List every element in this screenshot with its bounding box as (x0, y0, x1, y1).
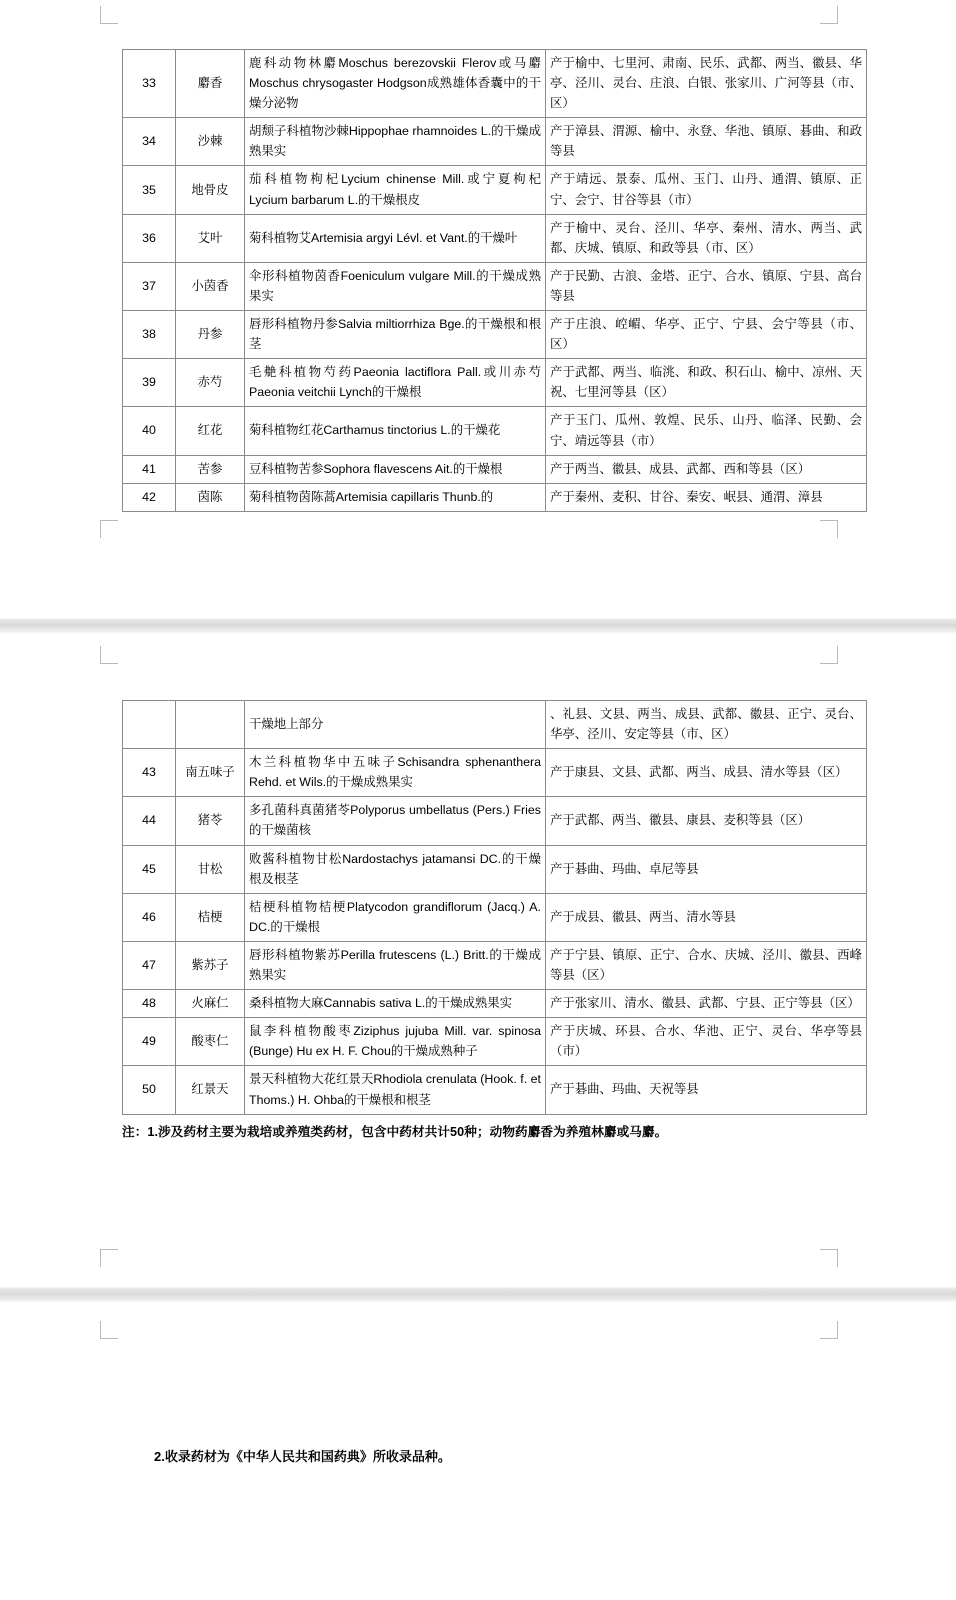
herb-table-page-1-wrapper (122, 26, 862, 512)
row-number: 42 (123, 483, 176, 511)
table-row (123, 483, 867, 511)
herb-name: 苦参 (176, 455, 245, 483)
row-number: 45 (123, 845, 176, 893)
table-row (123, 407, 867, 455)
herb-name: 火麻仁 (176, 990, 245, 1018)
crop-mark-top-left (100, 6, 118, 24)
row-number: 41 (123, 455, 176, 483)
herb-name: 茵陈 (176, 483, 245, 511)
crop-mark-top-right (820, 646, 838, 664)
table-row (123, 1018, 867, 1066)
crop-mark-top-right (820, 6, 838, 24)
herb-source: 伞形科植物茵香Foeniculum vulgare Mill.的干燥成熟果实 (245, 262, 546, 310)
document-page-2 (0, 638, 956, 1281)
table-row (123, 214, 867, 262)
herb-name: 桔梗 (176, 893, 245, 941)
herb-name: 南五味子 (176, 749, 245, 797)
herb-origin: 产于碁曲、玛曲、天祝等县 (546, 1066, 867, 1114)
row-number: 37 (123, 262, 176, 310)
herb-name (176, 701, 245, 749)
herb-origin: 产于民勤、古浪、金塔、正宁、合水、镇原、宁县、高台等县 (546, 262, 867, 310)
herb-source: 桑科植物大麻Cannabis sativa L.的干燥成熟果实 (245, 990, 546, 1018)
page-separator-1 (0, 612, 956, 638)
herb-source: 干燥地上部分 (245, 701, 546, 749)
document-page-3 (0, 1307, 956, 1574)
table-row (123, 845, 867, 893)
herb-source: 菊科植物红花Carthamus tinctorius L.的干燥花 (245, 407, 546, 455)
row-number: 48 (123, 990, 176, 1018)
herb-origin: 产于秦州、麦积、甘谷、秦安、岷县、通渭、漳县 (546, 483, 867, 511)
row-number: 33 (123, 50, 176, 118)
herb-table-page-2-wrapper (122, 664, 862, 1115)
herb-name: 丹参 (176, 311, 245, 359)
table-row (123, 311, 867, 359)
footnote-2: 2.收录药材为《中华人民共和国药典》所收录品种。 (154, 1449, 451, 1464)
herb-source: 毛艴科植物芍药Paeonia lactiflora Pall.或川赤芍Paeonia veitchii Lynch的干燥根 (245, 359, 546, 407)
herb-source: 唇形科植物紫苏Perilla frutescens (L.) Britt.的干燥成熟果实 (245, 941, 546, 989)
herb-origin: 产于玉门、瓜州、敦煌、民乐、山丹、临泽、民勤、会宁、靖远等县（市） (546, 407, 867, 455)
herb-origin: 产于宁县、镇原、正宁、合水、庆城、泾川、徽县、西峰等县（区） (546, 941, 867, 989)
crop-mark-bottom-left (100, 1249, 118, 1267)
herb-name: 地骨皮 (176, 166, 245, 214)
row-number: 50 (123, 1066, 176, 1114)
herb-table-page-1-body (123, 50, 867, 512)
table-row (123, 118, 867, 166)
crop-mark-top-left (100, 646, 118, 664)
row-number: 38 (123, 311, 176, 359)
crop-mark-bottom-right (820, 520, 838, 538)
table-row-continuation (123, 701, 867, 749)
herb-name: 艾叶 (176, 214, 245, 262)
herb-source: 木兰科植物华中五味子Schisandra sphenanthera Rehd. et Wils.的干燥成熟果实 (245, 749, 546, 797)
herb-name: 甘松 (176, 845, 245, 893)
table-row (123, 262, 867, 310)
herb-origin: 产于榆中、灵台、泾川、华亭、秦州、清水、两当、武都、庆城、镇原、和政等县（市、区） (546, 214, 867, 262)
herb-origin: 产于张家川、清水、徽县、武都、宁县、正宁等县（区） (546, 990, 867, 1018)
herb-name: 猪苓 (176, 797, 245, 845)
herb-origin: 产于康县、文县、武都、两当、成县、清水等县（区） (546, 749, 867, 797)
herb-name: 酸枣仁 (176, 1018, 245, 1066)
herb-name: 赤芍 (176, 359, 245, 407)
herb-name: 红景天 (176, 1066, 245, 1114)
crop-mark-bottom-left (100, 520, 118, 538)
herb-origin: 、礼县、文县、两当、成县、武都、徽县、正宁、灵台、华亭、泾川、安定等县（市、区） (546, 701, 867, 749)
row-number: 34 (123, 118, 176, 166)
row-number: 36 (123, 214, 176, 262)
herb-source: 豆科植物苦参Sophora flavescens Ait.的干燥根 (245, 455, 546, 483)
table-row (123, 990, 867, 1018)
table-row (123, 893, 867, 941)
crop-mark-top-left (100, 1321, 118, 1339)
herb-table-page-1 (122, 49, 867, 512)
herb-source: 菊科植物茵陈蒿Artemisia capillaris Thunb.的 (245, 483, 546, 511)
row-number: 40 (123, 407, 176, 455)
table-row (123, 50, 867, 118)
herb-source: 鼠李科植物酸枣Ziziphus jujuba Mill. var. spinosa (Bunge) Hu ex H. F. Chou的干燥成熟种子 (245, 1018, 546, 1066)
herb-origin: 产于榆中、七里河、肃南、民乐、武都、两当、徽县、华亭、泾川、灵台、庄浪、白银、张家川、广河等县（市、区） (546, 50, 867, 118)
herb-origin: 产于漳县、渭源、榆中、永登、华池、镇原、碁曲、和政等县 (546, 118, 867, 166)
herb-origin: 产于庄浪、崆嵋、华亭、正宁、宁县、会宁等县（市、区） (546, 311, 867, 359)
page-separator-2 (0, 1281, 956, 1307)
herb-origin: 产于成县、徽县、两当、清水等县 (546, 893, 867, 941)
document-page-1 (0, 0, 956, 612)
row-number: 44 (123, 797, 176, 845)
table-row (123, 455, 867, 483)
row-number: 43 (123, 749, 176, 797)
herb-table-page-2-body (123, 701, 867, 1115)
herb-name: 沙棘 (176, 118, 245, 166)
table-row (123, 359, 867, 407)
herb-origin: 产于碁曲、玛曲、卓尼等县 (546, 845, 867, 893)
crop-mark-top-right (820, 1321, 838, 1339)
herb-origin: 产于靖远、景泰、瓜州、玉门、山丹、通渭、镇原、正宁、会宁、甘谷等县（市） (546, 166, 867, 214)
herb-origin: 产于两当、徽县、成县、武都、西和等县（区） (546, 455, 867, 483)
table-row (123, 749, 867, 797)
herb-name: 紫苏子 (176, 941, 245, 989)
herb-source: 多孔菌科真菌猪苓Polyporus umbellatus (Pers.) Fries的干燥菌核 (245, 797, 546, 845)
herb-source: 菊科植物艾Artemisia argyi Lévl. et Vant.的干燥叶 (245, 214, 546, 262)
table-row (123, 797, 867, 845)
row-number: 47 (123, 941, 176, 989)
row-number: 49 (123, 1018, 176, 1066)
footnote-1: 注：1.涉及药材主要为栽培或养殖类药材，包含中药材共计50种；动物药麝香为养殖林麝或马麝。 (122, 1124, 668, 1139)
herb-name: 麝香 (176, 50, 245, 118)
table-row (123, 941, 867, 989)
row-number (123, 701, 176, 749)
table-row (123, 166, 867, 214)
herb-name: 小茵香 (176, 262, 245, 310)
table-row (123, 1066, 867, 1114)
row-number: 39 (123, 359, 176, 407)
herb-source: 桔梗科植物桔梗Platycodon grandiflorum (Jacq.) A. DC.的干燥根 (245, 893, 546, 941)
herb-source: 茄科植物枸杞Lycium chinense Mill.或宁夏枸杞Lycium barbarum L.的干燥根皮 (245, 166, 546, 214)
herb-source: 胡颓子科植物沙棘Hippophae rhamnoides L.的干燥成熟果实 (245, 118, 546, 166)
herb-source: 鹿科动物林麝Moschus berezovskii Flerov或马麝Moschus chrysogaster Hodgson成熟雄体香囊中的干燥分泌物 (245, 50, 546, 118)
herb-source: 唇形科植物丹参Salvia miltiorrhiza Bge.的干燥根和根茎 (245, 311, 546, 359)
row-number: 35 (123, 166, 176, 214)
herb-table-page-2 (122, 700, 867, 1115)
crop-mark-bottom-right (820, 1249, 838, 1267)
herb-origin: 产于庆城、环县、合水、华池、正宁、灵台、华亭等县（市） (546, 1018, 867, 1066)
herb-origin: 产于武都、两当、临洮、和政、积石山、榆中、凉州、天祝、七里河等县（区） (546, 359, 867, 407)
herb-source: 败酱科植物甘松Nardostachys jatamansi DC.的干燥根及根茎 (245, 845, 546, 893)
herb-name: 红花 (176, 407, 245, 455)
herb-source: 景天科植物大花红景天Rhodiola crenulata (Hook. f. et Thoms.) H. Ohba的干燥根和根茎 (245, 1066, 546, 1114)
herb-origin: 产于武都、两当、徽县、康县、麦积等县（区） (546, 797, 867, 845)
row-number: 46 (123, 893, 176, 941)
